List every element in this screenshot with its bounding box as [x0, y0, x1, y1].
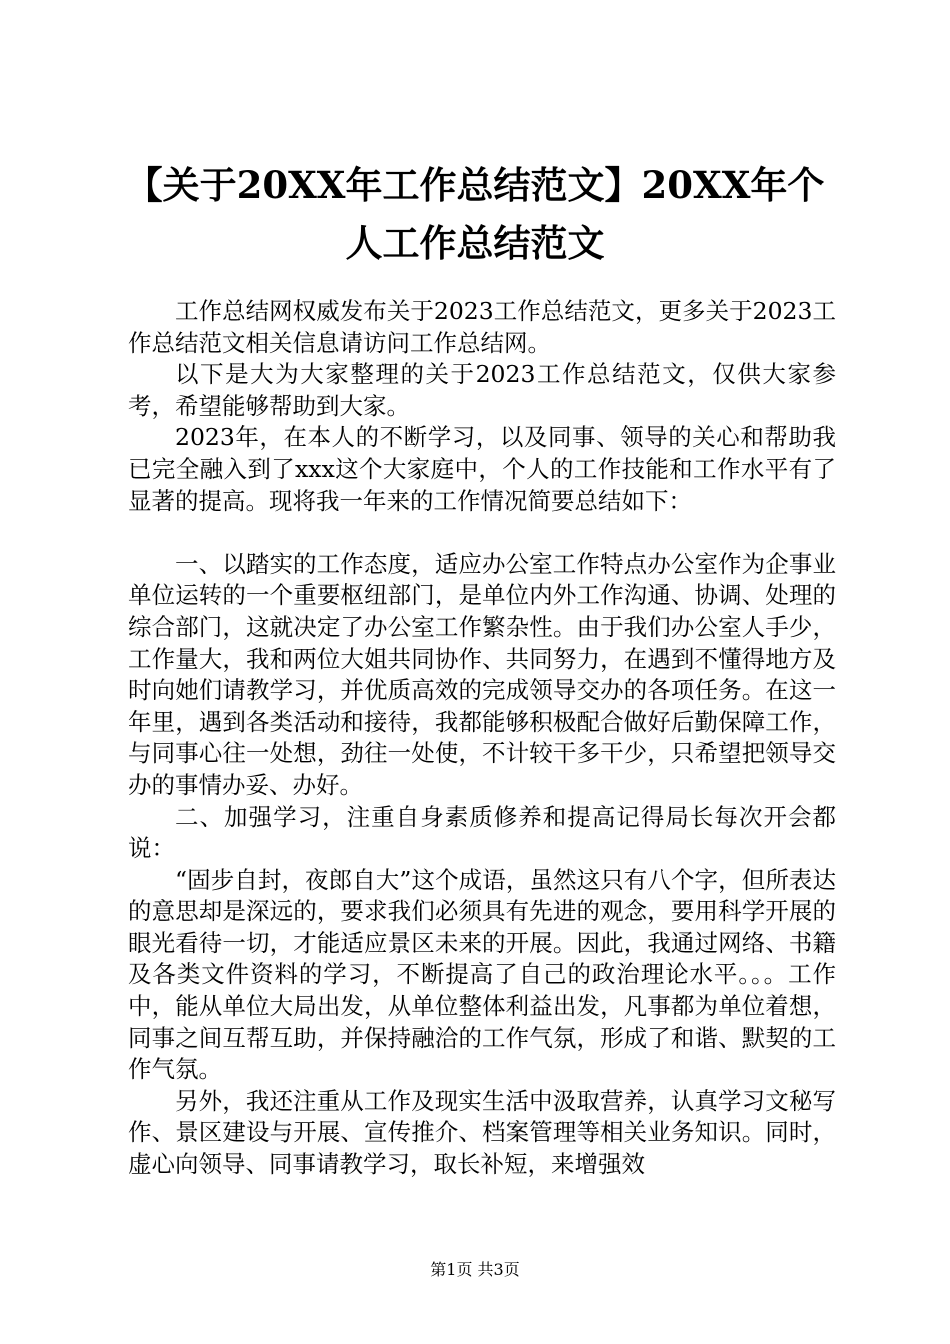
paragraph-additional: 另外，我还注重从工作及现实生活中汲取营养，认真学习文秘写作、景区建设与开展、宣传推介、档案管理等相关业务知识。同时，虚心向领导、同事请教学习，取长补短，来增强效 [128, 1086, 836, 1179]
paragraph-preface: 以下是大为大家整理的关于2023工作总结范文，仅供大家参考，希望能够帮助到大家。 [128, 360, 836, 420]
page-footer: 第1页 共3页 [430, 1260, 520, 1279]
blank-line [128, 517, 836, 549]
document-title: 【关于20XX年工作总结范文】20XX年个人工作总结范文 [125, 163, 825, 265]
paragraph-section-two-body: “固步自封，夜郎自大”这个成语，虽然这只有八个字，但所表达的意思却是深远的，要求我们必须具有先进的观念，要用科学开展的眼光看待一切，才能适应景区未来的开展。因此，我通过网络、书籍及各类文件资料的学习，不断提高了自己的政治理论水平。。。工作中，能从单位大局出发，从单位整体利益出发，凡事都为单位着想，同事之间互帮互助，并保持融洽的工作气氛，形成了和谐、默契的工作气氛。 [128, 865, 836, 1084]
paragraph-section-one: 一、以踏实的工作态度，适应办公室工作特点办公室作为企事业单位运转的一个重要枢纽部门，是单位内外工作沟通、协调、处理的综合部门，这就决定了办公室工作繁杂性。由于我们办公室人手少，工作量大，我和两位大姐共同协作、共同努力，在遇到不懂得地方及时向她们请教学习，并优质高效的完成领导交办的各项任务。在这一年里，遇到各类活动和接待，我都能够积极配合做好后勤保障工作，与同事心往一处想，劲往一处使，不计较干多干少，只希望把领导交办的事情办妥、办好。 [128, 549, 836, 799]
paragraph-section-two-heading: 二、加强学习，注重自身素质修养和提高记得局长每次开会都说： [128, 802, 836, 863]
paragraph-summary-opening: 2023年，在本人的不断学习，以及同事、领导的关心和帮助我已完全融入到了xxx这个大家庭中，个人的工作技能和工作水平有了显著的提高。现将我一年来的工作情况简要总结如下： [128, 423, 836, 515]
document-body [128, 296, 836, 1181]
paragraph-intro: 工作总结网权威发布关于2023工作总结范文，更多关于2023工作总结范文相关信息请访问工作总结网。 [128, 297, 836, 357]
